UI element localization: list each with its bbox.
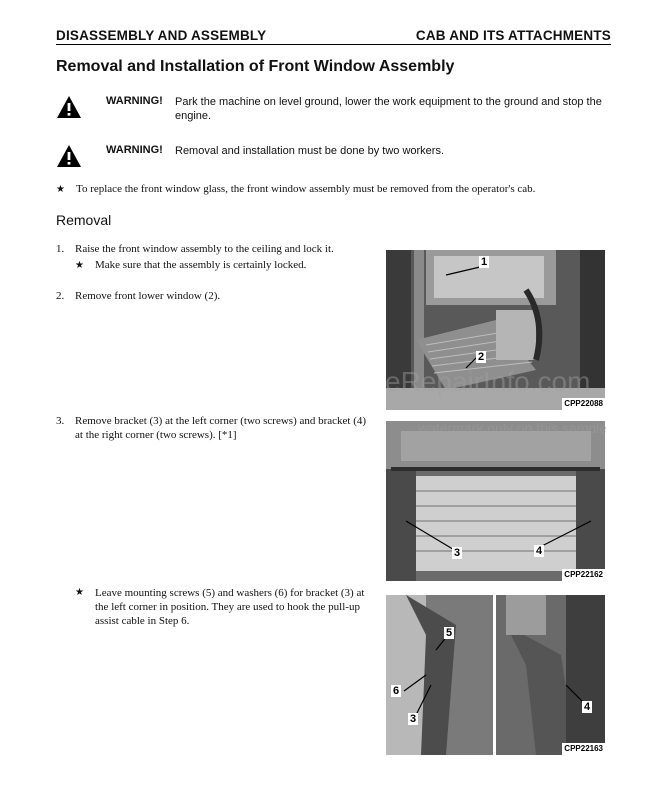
warning-block-1 <box>56 95 612 125</box>
step-number: 1. <box>56 243 65 255</box>
figure-photo <box>386 595 605 755</box>
note <box>56 183 612 195</box>
page-title: Removal and Installation of Front Window Assembly <box>56 58 455 75</box>
callout-2: 2 <box>478 351 485 363</box>
warning-label: WARNING! <box>106 95 163 107</box>
star-icon: ★ <box>56 184 65 195</box>
header-rule <box>56 44 611 45</box>
step-3-note <box>75 586 375 628</box>
step-2 <box>56 289 374 305</box>
callout-5: 5 <box>446 627 453 639</box>
subheading-removal: Removal <box>56 212 112 228</box>
step-3-note-text: Leave mounting screws (5) and washers (6) for bracket (3) at the left corner in position. They are used to hook the pull-up assist cable in Step 6. <box>95 587 365 627</box>
figure-code: CPP22162 <box>564 570 603 579</box>
watermark-sub: watermark only on this sample <box>418 420 608 436</box>
callout-3: 3 <box>410 713 417 725</box>
step-text: Raise the front window assembly to the ceiling and lock it. <box>75 243 334 255</box>
figure-photo <box>386 420 608 581</box>
warning-triangle-icon <box>56 144 82 168</box>
callout-4: 4 <box>584 701 591 713</box>
star-icon: ★ <box>75 587 84 598</box>
watermark-main: eRepairInfo.com <box>385 366 591 397</box>
warning-block-2 <box>56 144 612 168</box>
callout-6: 6 <box>393 685 400 697</box>
callout-4: 4 <box>536 545 543 557</box>
note-text: To replace the front window glass, the front window assembly must be removed from the operator's cab. <box>76 183 536 195</box>
step-1-note <box>75 258 375 273</box>
figure-code: CPP22088 <box>564 399 603 408</box>
figure-cpp22162 <box>386 420 608 581</box>
warning-text: Removal and installation must be done by two workers. <box>175 145 445 157</box>
step-number: 3. <box>56 415 65 427</box>
step-3 <box>56 414 374 444</box>
warning-text: Park the machine on level ground, lower the work equipment to the ground and stop the engine. <box>175 96 602 122</box>
step-1-note-text: Make sure that the assembly is certainly locked. <box>95 259 307 271</box>
step-number: 2. <box>56 290 65 302</box>
callout-1: 1 <box>481 256 488 268</box>
figure-cpp22163 <box>386 595 605 755</box>
callout-3: 3 <box>454 547 461 559</box>
step-text: Remove front lower window (2). <box>75 290 221 302</box>
figure-code: CPP22163 <box>564 744 603 753</box>
header-section-title: DISASSEMBLY AND ASSEMBLY <box>56 28 267 43</box>
warning-label: WARNING! <box>106 144 163 156</box>
step-text: Remove bracket (3) at the left corner (two screws) and bracket (4) at the right corner (two screws). [*1] <box>75 415 367 441</box>
warning-triangle-icon <box>56 95 82 119</box>
header-chapter-title: CAB AND ITS ATTACHMENTS <box>415 28 611 43</box>
star-icon: ★ <box>75 260 84 271</box>
